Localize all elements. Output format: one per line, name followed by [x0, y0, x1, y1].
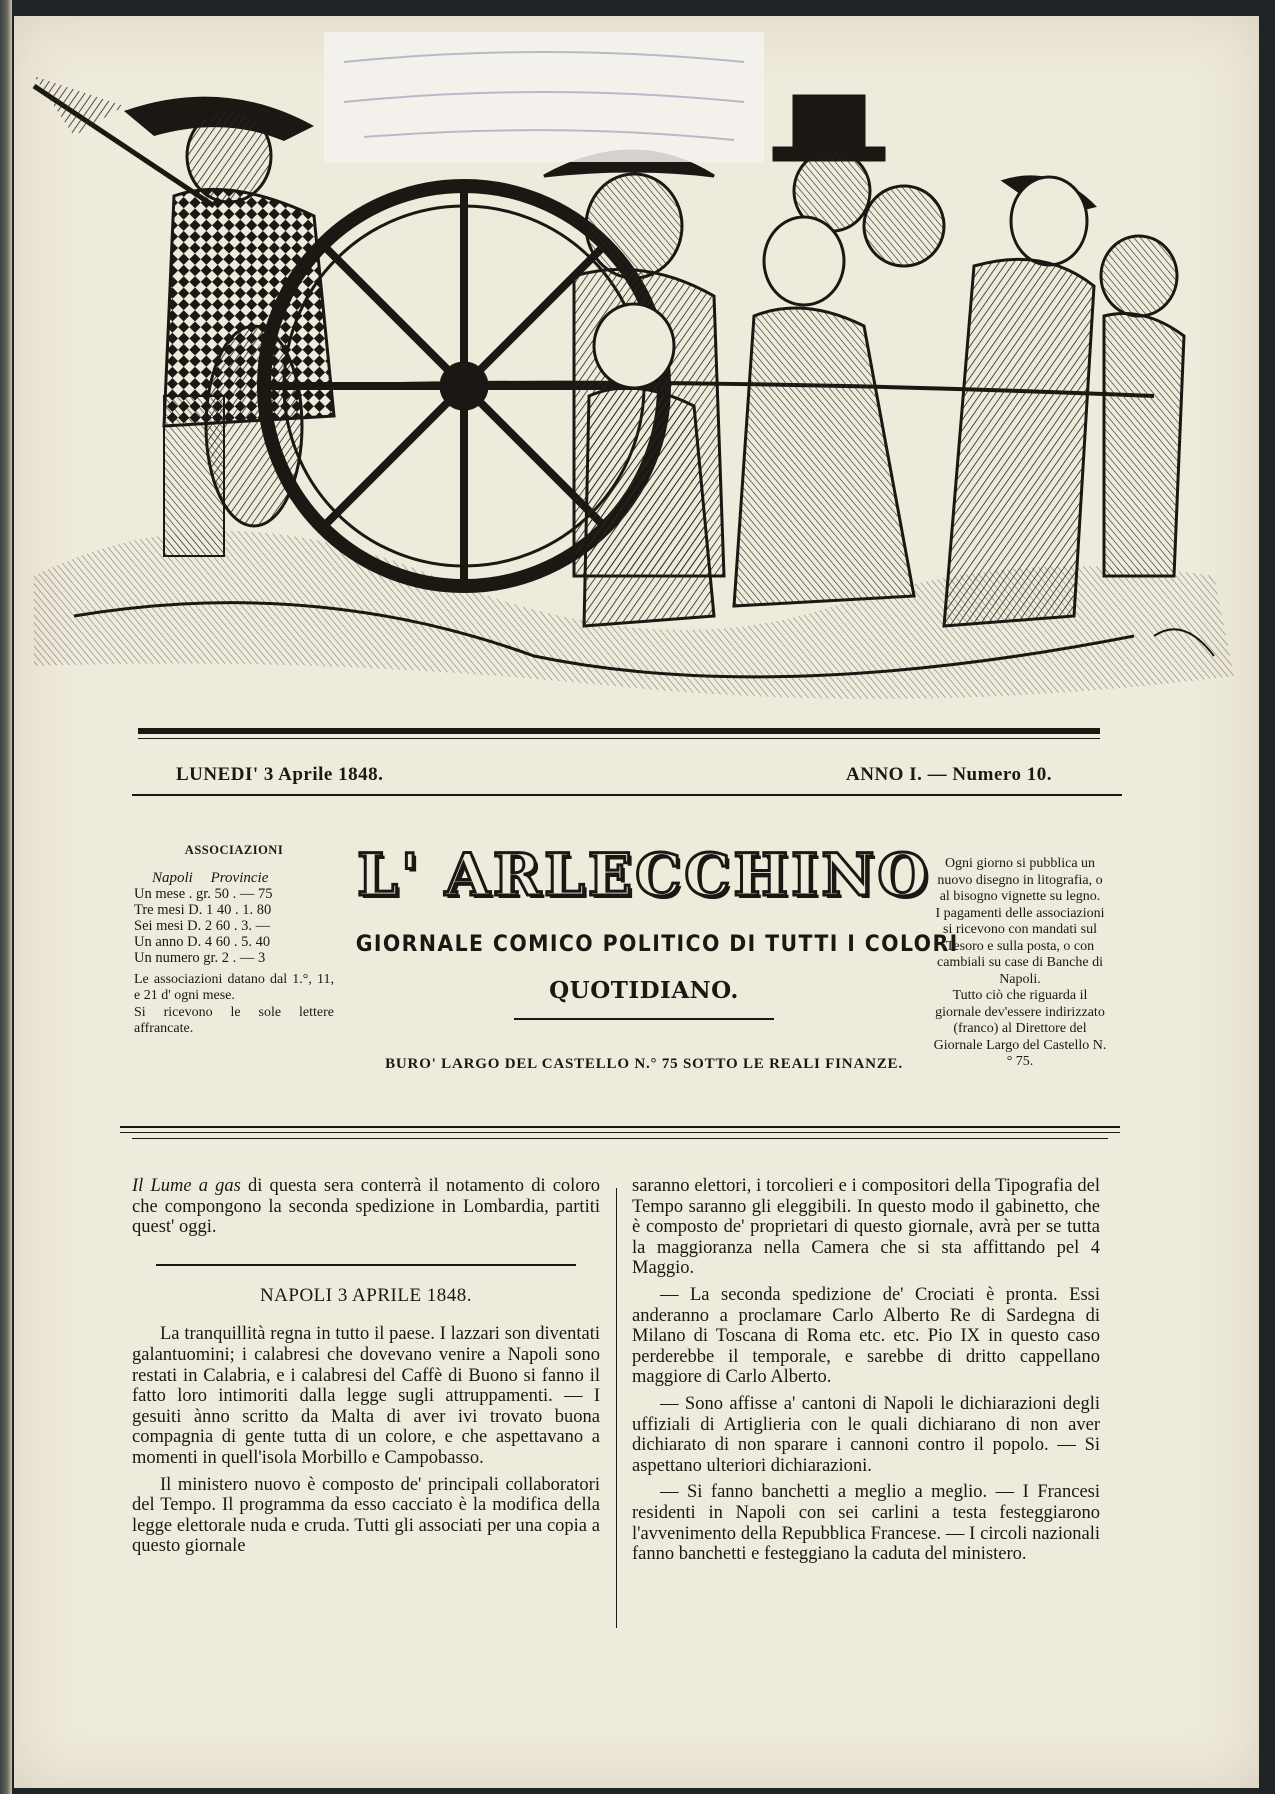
- masthead-bottom-rule: [120, 1126, 1120, 1128]
- letters-note: Si ricevono le sole lettere affrancate.: [134, 1005, 334, 1036]
- subscription-box: [134, 842, 334, 1036]
- frequency-label: QUOTIDIANO.: [549, 977, 739, 1004]
- subscription-columns: [134, 870, 334, 886]
- masthead-divider: [514, 1018, 774, 1020]
- date-line: LUNEDI' 3 Aprile 1848.: [176, 764, 384, 785]
- column-napoli: Napoli: [152, 870, 193, 886]
- right-column: [632, 1176, 1100, 1571]
- subscription-note: Le associazioni datano dal 1.°, 11, e 21 d' ogni mese.: [134, 972, 334, 1003]
- library-stamp: [324, 32, 764, 162]
- gas-notice-italic: Il Lume a gas: [132, 1176, 241, 1196]
- publication-note-p3: Tutto ciò che riguarda il giornale dev'essere indirizzato (franco) al Direttore del Giornale Largo del Castello N.° 75.: [933, 988, 1107, 1069]
- top-thin-rule: [138, 738, 1100, 739]
- publication-note-p2: I pagamenti delle associazioni si ricevono con mandati sul Tesoro e sulla posta, o con cambiali su case di Banche di Napoli.: [935, 905, 1105, 987]
- article-paragraph: — La seconda spedizione de' Crociati è pronta. Essi anderanno a proclamare Carlo Alberto Re di Sardegna di Milano di Toscana di Roma etc. etc. Pio IX in questo caso perderebbe il temporale, e sarebbe di dritto cappellano maggiore di Carlo Alberto.: [632, 1284, 1100, 1388]
- subscription-row: Un mese . gr. 50 . — 75: [134, 886, 273, 902]
- subscription-heading: ASSOCIAZIONI: [184, 843, 284, 857]
- left-column: [132, 1176, 600, 1563]
- subscription-row: Tre mesi D. 1 40 . 1. 80: [134, 902, 272, 918]
- article-paragraph: La tranquillità regna in tutto il paese. I lazzari son diventati galantuomini; i calabresi che dovevano venire a Napoli sono restati in Calabria, e i calabresi del Caffè di Buono si fanno il fatto loro intimoriti dalla legge sugli attruppamenti. — I gesuiti ànno scritto da Malta di aver ivi trovato buona compagnia di gente tutta di un colore, e che aspettavano a momenti in quell'isola Morbillo e Campobasso.: [132, 1324, 600, 1468]
- gas-notice-text: di questa sera conterrà il notamento di coloro che compongono la seconda spedizione in Lombardia, partiti quest' oggi.: [132, 1176, 600, 1238]
- publication-note-p1: Ogni giorno si pubblica un nuovo disegno in litografia, o al bisogno vignette su legno.: [937, 856, 1103, 904]
- issue-number: ANNO I. — Numero 10.: [846, 764, 1052, 785]
- office-address: BURO' LARGO DEL CASTELLO N.° 75 SOTTO LE REALI FINANZE.: [385, 1056, 903, 1072]
- masthead-bottom-rule-2: [120, 1132, 1120, 1133]
- gas-notice: [132, 1176, 600, 1238]
- column-provincie: Provincie: [210, 870, 269, 886]
- column-divider: [616, 1188, 617, 1628]
- article-paragraph: saranno elettori, i torcolieri e i compositori della Tipografia del Tempo saranno gli eleggibili. In questo modo il gabinetto, che è composto de' proprietari di questo giornale, avrà per se tutta la maggioranza nella Camera che si sta affittando pel 4 Maggio.: [632, 1176, 1100, 1279]
- article-paragraph: — Si fanno banchetti a meglio a meglio. — I Francesi residenti in Napoli con sei carlini a testa festeggiarono l'avvenimento della Repubblica Francese. — I circoli nazionali fanno banchetti e festeggiano la caduta del ministero.: [632, 1482, 1100, 1565]
- newspaper-page: [14, 16, 1259, 1788]
- dateline-rule: [132, 794, 1122, 796]
- masthead-bottom-rule-3: [132, 1138, 1108, 1139]
- masthead: [334, 841, 959, 1073]
- publication-note: [932, 856, 1108, 1071]
- article-paragraph: Il ministero nuovo è composto de' principali collaboratori del Tempo. Il programma da esso cacciato è la modifica della legge elettorale nuda e cruda. Tutti gli associati per una copia a questo giornale: [132, 1474, 600, 1557]
- section-divider: [156, 1264, 576, 1266]
- article-heading: NAPOLI 3 APRILE 1848.: [259, 1284, 473, 1306]
- top-thick-rule: [138, 728, 1100, 734]
- article-paragraph: — Sono affisse a' cantoni di Napoli le dichiarazioni degli uffiziali di Artiglieria con le quali dichiarano di non aver dichiarato di non sparare i cannoni contro il popolo. — Si aspettano ulteriori dichiarazioni.: [632, 1393, 1100, 1476]
- book-binding-edge: [0, 0, 12, 1794]
- newspaper-subtitle: GIORNALE COMICO POLITICO DI TUTTI I COLORI: [355, 932, 959, 957]
- newspaper-title: L' ARLECCHINO: [357, 841, 931, 909]
- subscription-row: Sei mesi D. 2 60 . 3. —: [134, 918, 271, 934]
- subscription-row: Un anno D. 4 60 . 5. 40: [134, 934, 271, 950]
- subscription-row: Un numero gr. 2 . — 3: [134, 950, 266, 966]
